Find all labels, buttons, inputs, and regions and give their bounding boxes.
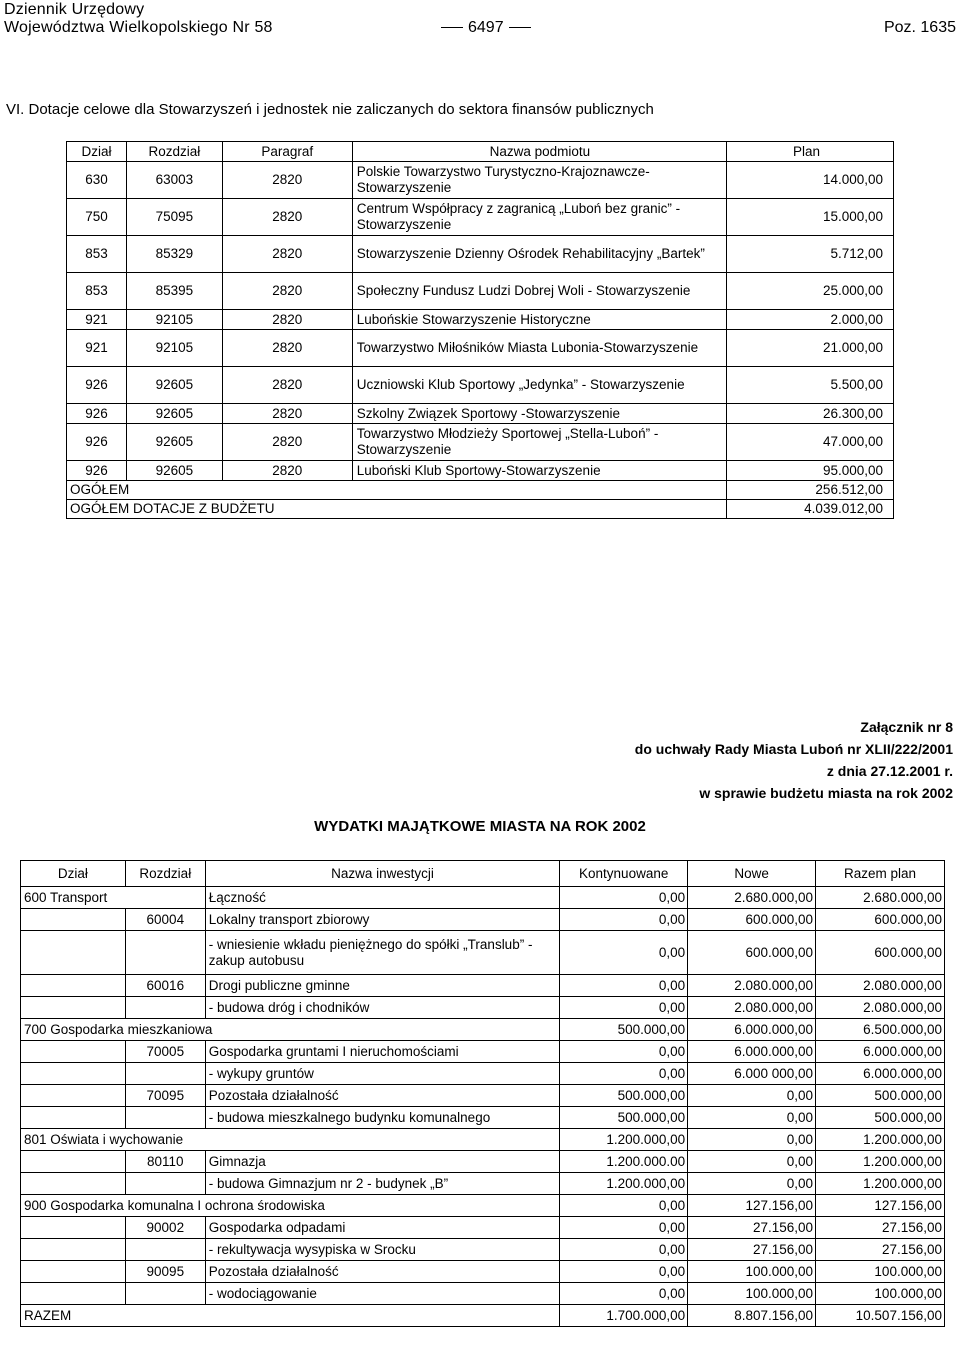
capex-razem-cell: 10.507.156,00: [816, 1305, 945, 1327]
capex-empty-cell: [21, 1173, 126, 1195]
capex-header-cell: Razem plan: [816, 861, 945, 887]
capex-table-row: [21, 1107, 945, 1129]
grants-paragraf-cell: 2820: [222, 424, 352, 461]
capex-table-row: [21, 997, 945, 1019]
grants-rozdzial-cell: 92105: [126, 310, 222, 330]
grants-rozdzial-cell: 63003: [126, 162, 222, 199]
grants-table-header-row: [67, 142, 894, 162]
capex-table-row: [21, 1151, 945, 1173]
grants-grand-total-row-value: 4.039.012,00: [727, 500, 894, 519]
grants-dzial-cell: 926: [67, 367, 127, 404]
capex-razem-cell: 27.156,00: [816, 1239, 945, 1261]
capex-nowe-cell: 600.000,00: [688, 931, 816, 975]
annex-subject: w sprawie budżetu miasta na rok 2002: [699, 785, 953, 801]
grants-header-cell: Nazwa podmiotu: [352, 142, 726, 162]
capex-table-row: [21, 909, 945, 931]
grants-table-row: [67, 273, 894, 310]
grants-name-cell: Społeczny Fundusz Ludzi Dobrej Woli - Stowarzyszenie: [352, 273, 726, 310]
grants-paragraf-cell: 2820: [222, 330, 352, 367]
capex-empty-cell: [21, 1217, 126, 1239]
capex-nowe-cell: 100.000,00: [688, 1261, 816, 1283]
capex-razem-cell: 1.200.000,00: [816, 1129, 945, 1151]
grants-dzial-cell: 750: [67, 199, 127, 236]
capex-nowe-cell: 2.080.000,00: [688, 975, 816, 997]
grants-rozdzial-cell: 92105: [126, 330, 222, 367]
page-header: [0, 0, 960, 40]
capex-name-cell: - budowa dróg i chodników: [205, 997, 559, 1019]
capex-empty-cell: [21, 1239, 126, 1261]
grants-dzial-cell: 926: [67, 404, 127, 424]
capex-empty-cell: [125, 1107, 205, 1129]
grants-paragraf-cell: 2820: [222, 199, 352, 236]
capex-table-row: [21, 1195, 945, 1217]
capex-table-row: [21, 1261, 945, 1283]
capex-razem-cell: 600.000,00: [816, 931, 945, 975]
capex-kontynuowane-cell: 1.200.000,00: [560, 1173, 688, 1195]
grants-name-cell: Szkolny Związek Sportowy -Stowarzyszenie: [352, 404, 726, 424]
grants-plan-cell: 5.712,00: [727, 236, 894, 273]
grants-rozdzial-cell: 92605: [126, 461, 222, 481]
capex-empty-cell: [125, 997, 205, 1019]
grants-dzial-cell: 921: [67, 310, 127, 330]
capex-nowe-cell: 100.000,00: [688, 1283, 816, 1305]
capex-table-row: [21, 1129, 945, 1151]
capex-nowe-cell: 0,00: [688, 1151, 816, 1173]
grants-header-cell: Rozdział: [126, 142, 222, 162]
capex-name-cell: - budowa Gimnazjum nr 2 - budynek „B”: [205, 1173, 559, 1195]
capex-nowe-cell: 0,00: [688, 1085, 816, 1107]
capex-empty-cell: [21, 1063, 126, 1085]
grants-paragraf-cell: 2820: [222, 236, 352, 273]
grants-paragraf-cell: 2820: [222, 461, 352, 481]
grants-header-cell: Plan: [727, 142, 894, 162]
capex-kontynuowane-cell: 0,00: [560, 909, 688, 931]
capex-empty-cell: [21, 1261, 126, 1283]
grants-name-cell: Uczniowski Klub Sportowy „Jedynka” - Stowarzyszenie: [352, 367, 726, 404]
grants-total-row-label: OGÓŁEM: [67, 481, 727, 500]
capex-empty-cell: [21, 1283, 126, 1305]
grants-total-row-value: 256.512,00: [727, 481, 894, 500]
capex-empty-cell: [21, 909, 126, 931]
annex-date: z dnia 27.12.2001 r.: [826, 763, 953, 779]
grants-name-cell: Lubońskie Stowarzyszenie Historyczne: [352, 310, 726, 330]
grants-table-row: [67, 310, 894, 330]
grants-table-row: [67, 330, 894, 367]
capex-dzial-cell: RAZEM: [21, 1305, 560, 1327]
capex-razem-cell: 6.500.000,00: [816, 1019, 945, 1041]
annex-resolution: do uchwały Rady Miasta Luboń nr XLII/222/2001: [634, 741, 953, 757]
capex-razem-cell: 100.000,00: [816, 1283, 945, 1305]
grants-plan-cell: 25.000,00: [727, 273, 894, 310]
grants-rozdzial-cell: 92605: [126, 404, 222, 424]
capex-razem-cell: 2.680.000,00: [816, 887, 945, 909]
grants-dzial-cell: 630: [67, 162, 127, 199]
dash-right: [509, 27, 531, 28]
capex-table-row: [21, 1085, 945, 1107]
capex-nowe-cell: 0,00: [688, 1107, 816, 1129]
grants-plan-cell: 47.000,00: [727, 424, 894, 461]
grants-paragraf-cell: 2820: [222, 162, 352, 199]
position-number: Poz. 1635: [883, 19, 956, 36]
journal-title-line2: Województwa Wielkopolskiego Nr 58: [4, 19, 273, 36]
capex-header-cell: Nowe: [688, 861, 816, 887]
grants-name-cell: Towarzystwo Miłośników Miasta Lubonia-Stowarzyszenie: [352, 330, 726, 367]
capex-empty-cell: [21, 1107, 126, 1129]
capex-name-cell: Pozostała działalność: [205, 1085, 559, 1107]
capex-rozdzial-cell: 70095: [125, 1085, 205, 1107]
grants-table-row: [67, 199, 894, 236]
grants-rozdzial-cell: 85395: [126, 273, 222, 310]
grants-plan-cell: 15.000,00: [727, 199, 894, 236]
grants-rozdzial-cell: 75095: [126, 199, 222, 236]
grants-plan-cell: 95.000,00: [727, 461, 894, 481]
grants-grand-total-row: [67, 500, 894, 519]
grants-table-row: [67, 367, 894, 404]
grants-header-cell: Paragraf: [222, 142, 352, 162]
capex-kontynuowane-cell: 1.700.000,00: [560, 1305, 688, 1327]
capex-table-row: [21, 1019, 945, 1041]
capex-nowe-cell: 600.000,00: [688, 909, 816, 931]
capex-empty-cell: [21, 997, 126, 1019]
capex-table-row: [21, 1173, 945, 1195]
annex-block: [635, 716, 953, 804]
capex-table-row: [21, 931, 945, 975]
capex-rozdzial-cell: 90095: [125, 1261, 205, 1283]
capex-empty-cell: [125, 1239, 205, 1261]
capex-empty-cell: [125, 1283, 205, 1305]
capex-name-cell: - budowa mieszkalnego budynku komunalnego: [205, 1107, 559, 1129]
capex-razem-cell: 500.000,00: [816, 1085, 945, 1107]
annex-number: Załącznik nr 8: [860, 719, 953, 735]
grants-table-row: [67, 461, 894, 481]
grants-rozdzial-cell: 92605: [126, 424, 222, 461]
capex-table-row: [21, 1217, 945, 1239]
capital-expenditure-title: WYDATKI MAJĄTKOWE MIASTA NA ROK 2002: [314, 818, 646, 835]
capex-empty-cell: [21, 1151, 126, 1173]
capex-razem-cell: 1.200.000,00: [816, 1151, 945, 1173]
grants-paragraf-cell: 2820: [222, 273, 352, 310]
capex-name-cell: - wykupy gruntów: [205, 1063, 559, 1085]
capex-name-cell: - rekultywacja wysypiska w Srocku: [205, 1239, 559, 1261]
capex-razem-cell: 6.000.000,00: [816, 1041, 945, 1063]
page-number-value: 6497: [468, 19, 504, 36]
capex-table-row: [21, 1239, 945, 1261]
capex-rozdzial-cell: 60016: [125, 975, 205, 997]
grants-paragraf-cell: 2820: [222, 310, 352, 330]
capex-rozdzial-cell: 90002: [125, 1217, 205, 1239]
grants-table-row: [67, 236, 894, 273]
capex-kontynuowane-cell: 0,00: [560, 931, 688, 975]
capex-dzial-cell: 801 Oświata i wychowanie: [21, 1129, 560, 1151]
capex-empty-cell: [21, 931, 126, 975]
capex-header-cell: Kontynuowane: [560, 861, 688, 887]
grants-name-cell: Towarzystwo Młodzieży Sportowej „Stella-Luboń” - Stowarzyszenie: [352, 424, 726, 461]
capex-kontynuowane-cell: 0,00: [560, 1217, 688, 1239]
capex-kontynuowane-cell: 0,00: [560, 975, 688, 997]
capex-empty-cell: [21, 1041, 126, 1063]
section-title: VI. Dotacje celowe dla Stowarzyszeń i jednostek nie zaliczanych do sektora finansów publicznych: [6, 101, 654, 118]
capex-header-cell: Nazwa inwestycji: [205, 861, 559, 887]
capex-dzial-cell: 700 Gospodarka mieszkaniowa: [21, 1019, 560, 1041]
capex-nowe-cell: 6.000 000,00: [688, 1063, 816, 1085]
capex-rozdzial-cell: 60004: [125, 909, 205, 931]
capex-kontynuowane-cell: 500.000,00: [560, 1107, 688, 1129]
capex-empty-cell: [125, 1063, 205, 1085]
grants-plan-cell: 2.000,00: [727, 310, 894, 330]
grants-name-cell: Centrum Współpracy z zagranicą „Luboń bez granic” - Stowarzyszenie: [352, 199, 726, 236]
capex-kontynuowane-cell: 0,00: [560, 1261, 688, 1283]
capex-rozdzial-cell: 70005: [125, 1041, 205, 1063]
capex-razem-cell: 600.000,00: [816, 909, 945, 931]
capex-name-cell: Gospodarka gruntami I nieruchomościami: [205, 1041, 559, 1063]
capex-table-row: [21, 975, 945, 997]
capex-name-cell: Drogi publiczne gminne: [205, 975, 559, 997]
capex-kontynuowane-cell: 0,00: [560, 1239, 688, 1261]
grants-plan-cell: 14.000,00: [727, 162, 894, 199]
journal-title: [4, 1, 273, 37]
capex-table-row: [21, 1041, 945, 1063]
capex-empty-cell: [21, 975, 126, 997]
grants-table: [66, 141, 894, 519]
capex-kontynuowane-cell: 1.200.000.00: [560, 1151, 688, 1173]
grants-paragraf-cell: 2820: [222, 367, 352, 404]
grants-plan-cell: 5.500,00: [727, 367, 894, 404]
capex-rozdzial-cell: 80110: [125, 1151, 205, 1173]
capex-razem-cell: 27.156,00: [816, 1217, 945, 1239]
grants-name-cell: Polskie Towarzystwo Turystyczno-Krajoznawcze-Stowarzyszenie: [352, 162, 726, 199]
grants-table-row: [67, 424, 894, 461]
capex-name-cell: Gospodarka odpadami: [205, 1217, 559, 1239]
grants-table-row: [67, 404, 894, 424]
grants-header-cell: Dział: [67, 142, 127, 162]
capex-name-cell: - wniesienie wkładu pieniężnego do spółki „Translub” -zakup autobusu: [205, 931, 559, 975]
capex-nowe-cell: 0,00: [688, 1173, 816, 1195]
capex-name-cell: Pozostała działalność: [205, 1261, 559, 1283]
capex-name-cell: Lokalny transport zbiorowy: [205, 909, 559, 931]
capex-razem-cell: 6.000.000,00: [816, 1063, 945, 1085]
capex-nowe-cell: 27.156,00: [688, 1239, 816, 1261]
capex-razem-cell: 2.080.000,00: [816, 997, 945, 1019]
capex-empty-cell: [125, 1173, 205, 1195]
capex-kontynuowane-cell: 0,00: [560, 1195, 688, 1217]
capex-nowe-cell: 127.156,00: [688, 1195, 816, 1217]
capex-nowe-cell: 2.680.000,00: [688, 887, 816, 909]
capex-nowe-cell: 8.807.156,00: [688, 1305, 816, 1327]
grants-rozdzial-cell: 85329: [126, 236, 222, 273]
capex-nowe-cell: 6.000.000,00: [688, 1019, 816, 1041]
capex-name-cell: Gimnazja: [205, 1151, 559, 1173]
capex-razem-cell: 500.000,00: [816, 1107, 945, 1129]
capex-razem-cell: 100.000,00: [816, 1261, 945, 1283]
capex-nowe-cell: 27.156,00: [688, 1217, 816, 1239]
journal-title-line1: Dziennik Urzędowy: [4, 1, 145, 18]
capex-nowe-cell: 2.080.000,00: [688, 997, 816, 1019]
capex-kontynuowane-cell: 0,00: [560, 997, 688, 1019]
grants-table-body: [67, 142, 894, 519]
grants-plan-cell: 21.000,00: [727, 330, 894, 367]
capex-kontynuowane-cell: 1.200.000,00: [560, 1129, 688, 1151]
grants-dzial-cell: 853: [67, 236, 127, 273]
grants-dzial-cell: 926: [67, 461, 127, 481]
capex-dzial-cell: 900 Gospodarka komunalna I ochrona środowiska: [21, 1195, 560, 1217]
grants-paragraf-cell: 2820: [222, 404, 352, 424]
capex-header-cell: Rozdział: [125, 861, 205, 887]
grants-dzial-cell: 926: [67, 424, 127, 461]
grants-rozdzial-cell: 92605: [126, 367, 222, 404]
capex-razem-cell: 1.200.000,00: [816, 1173, 945, 1195]
dash-left: [441, 27, 463, 28]
capex-razem-cell: 2.080.000,00: [816, 975, 945, 997]
grants-name-cell: Luboński Klub Sportowy-Stowarzyszenie: [352, 461, 726, 481]
grants-dzial-cell: 853: [67, 273, 127, 310]
capex-empty-cell: [21, 1085, 126, 1107]
capex-kontynuowane-cell: 0,00: [560, 1041, 688, 1063]
capital-expenditure-table-body: [21, 861, 945, 1327]
capex-kontynuowane-cell: 0,00: [560, 887, 688, 909]
capex-table-row: [21, 1063, 945, 1085]
capex-nowe-cell: 0,00: [688, 1129, 816, 1151]
capex-name-cell: Łączność: [205, 887, 559, 909]
capex-razem-cell: 127.156,00: [816, 1195, 945, 1217]
capex-kontynuowane-cell: 0,00: [560, 1283, 688, 1305]
grants-dzial-cell: 921: [67, 330, 127, 367]
grants-plan-cell: 26.300,00: [727, 404, 894, 424]
capex-table-header-row: [21, 861, 945, 887]
capex-name-cell: - wodociągowanie: [205, 1283, 559, 1305]
grants-total-row: [67, 481, 894, 500]
capex-empty-cell: [125, 931, 205, 975]
capital-expenditure-table: [20, 860, 945, 1327]
grants-table-row: [67, 162, 894, 199]
capex-table-row: [21, 887, 945, 909]
capex-kontynuowane-cell: 500.000,00: [560, 1019, 688, 1041]
grants-grand-total-row-label: OGÓŁEM DOTACJE Z BUDŻETU: [67, 500, 727, 519]
capex-kontynuowane-cell: 500.000,00: [560, 1085, 688, 1107]
capex-dzial-cell: 600 Transport: [21, 887, 206, 909]
capex-table-row: [21, 1283, 945, 1305]
capex-header-cell: Dział: [21, 861, 126, 887]
capex-nowe-cell: 6.000.000,00: [688, 1041, 816, 1063]
capex-table-row: [21, 1305, 945, 1327]
page-number: [436, 19, 536, 37]
grants-name-cell: Stowarzyszenie Dzienny Ośrodek Rehabilitacyjny „Bartek”: [352, 236, 726, 273]
capex-kontynuowane-cell: 0,00: [560, 1063, 688, 1085]
